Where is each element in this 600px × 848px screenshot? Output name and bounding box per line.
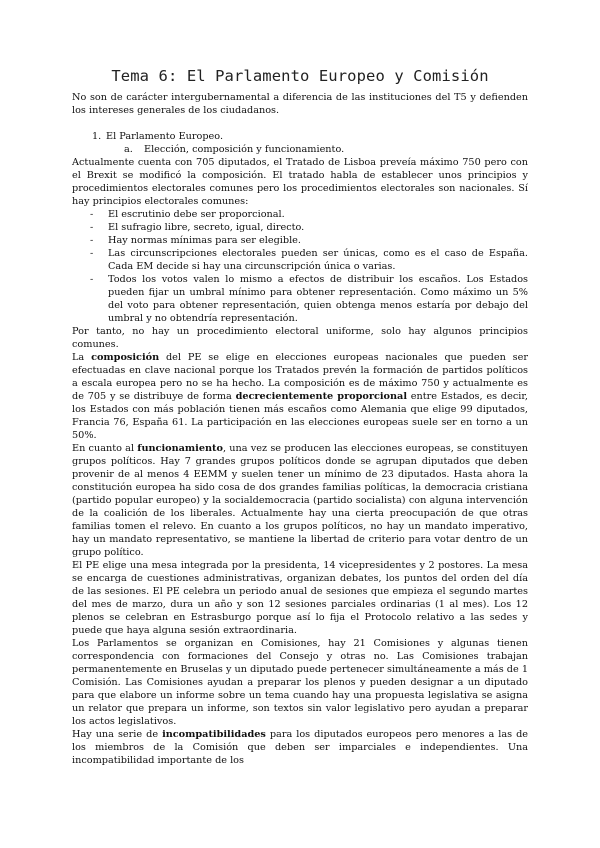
bold-term: decrecientemente proporcional: [235, 391, 408, 402]
bold-term: composición: [91, 352, 160, 363]
intro-paragraph: No son de carácter intergubernamental a diferencia de las instituciones del T5 y defienden los intereses generales de los ciudadanos.: [72, 92, 528, 116]
list-item: - El sufragio libre, secreto, igual, directo.: [90, 222, 305, 233]
paragraph-incompatibilidades: Hay una serie de incompatibilidades para los diputados europeos pero menores a las de los miembros de la Comisión que deben ser imparciales e independientes. Una incompatibilidad importante de los: [72, 729, 529, 766]
section-label: El Parlamento Europeo.: [106, 131, 224, 142]
section-number: 1.: [92, 131, 102, 142]
paragraph-funcionamiento: En cuanto al funcionamiento, una vez se producen las elecciones europeas, se constituyen grupos políticos. Hay 7 grandes grupos políticos donde se agrupan diputados que deben provenir de al menos 4 EEMM y suelen tener un mínimo de 23 diputados. Hasta ahora la constitución europea ha sido cosa de dos grandes familias políticas, la democracia cristiana (partido popular europeo) y la socialdemocracia (partido socialista) con alguna intervención de la coalición de los liberales. Actualmente hay una cierta preocupación de que otras familias tomen el relevo. En cuanto a los grupos políticos, no hay un mandato imperativo, hay un mandato representativo, se mantiene la libertad de criterio para votar dentro de un grupo político.: [72, 443, 529, 558]
paragraph-comisiones: Los Parlamentos se organizan en Comisiones, hay 21 Comisiones y algunas tienen correspondencia con formaciones del Consejo y otras no. Las Comisiones trabajan permanentemente en Bruselas y un diputado puede pertenecer simultáneamente a más de 1 Comisión. Las Comisiones ayudan a preparar los plenos y pueden designar a un diputado para que elabore un informe sobre un tema cuando hay una propuesta legislativa se asigna un relator que prepara un informe, son textos sin valor legislativo pero ayudan a preparar los actos legislativos.: [72, 638, 528, 727]
section-list: [72, 130, 528, 143]
paragraph-composicion: La composición del PE se elige en elecciones europeas nacionales que pueden ser efectuadas en clave nacional porque los Tratados prevén la formación de partidos políticos a escala europea pero no se ha hecho. La composición es de máximo 750 y actualmente es de 705 y se distribuye de forma decrecientemente proporcional entre Estados, es decir, los Estados con más población tienen más escaños como Alemania que elige 99 diputados, Francia 76, España 61. La participación en las elecciones europeas suele ser en torno a un 50%.: [72, 352, 528, 441]
subsection-heading: [72, 143, 528, 156]
list-item: - El escrutinio debe ser proporcional.: [90, 209, 285, 220]
paragraph-mesa: El PE elige una mesa integrada por la presidenta, 14 vicepresidentes y 2 postores. La mesa se encarga de cuestiones administrativas, organizan debates, los puntos del orden del día de las sesiones. El PE celebra un periodo anual de sesiones que empieza el segundo martes del mes de marzo, dura un año y son 12 sesiones parciales ordinarias (1 al mes). Los 12 plenos se celebran en Estrasburgo porque así lo fija el Protocolo relativo a las sedes y puede que haya alguna sesión extraordinaria.: [72, 560, 528, 636]
subsection-label: Elección, composición y funcionamiento.: [144, 144, 345, 155]
paragraph-summary: Por tanto, no hay un procedimiento electoral uniforme, solo hay algunos principios comunes.: [72, 326, 528, 350]
document-page: [72, 67, 529, 767]
subsection-letter: a.: [124, 144, 133, 155]
section-item: [72, 130, 528, 143]
paragraph-composition-intro: Actualmente cuenta con 705 diputados, el Tratado de Lisboa preveía máximo 750 pero con el Brexit se modificó la composición. El tratado habla de establecer unos principios y procedimientos electorales comunes pero los procedimientos electorales son nacionales. Sí hay principios electorales comunes:: [72, 157, 528, 207]
list-item: - Las circunscripciones electorales pueden ser únicas, como es el caso de España. Cada EM decide si hay una circunscripción única o varias.: [90, 248, 528, 272]
bold-term: incompatibilidades: [162, 729, 266, 740]
page-title: Tema 6: El Parlamento Europeo y Comisión: [111, 67, 489, 85]
principles-list: [72, 208, 528, 325]
spacer: [72, 117, 528, 130]
list-item: - Hay normas mínimas para ser elegible.: [90, 235, 301, 246]
list-item: - Todos los votos valen lo mismo a efectos de distribuir los escaños. Los Estados pueden fijar un umbral mínimo para obtener representación. Como máximo un 5% del voto para obtener representación, quien obtenga menos estaría por debajo del umbral y no obtendría representación.: [90, 274, 528, 324]
bold-term: funcionamiento: [137, 443, 223, 454]
